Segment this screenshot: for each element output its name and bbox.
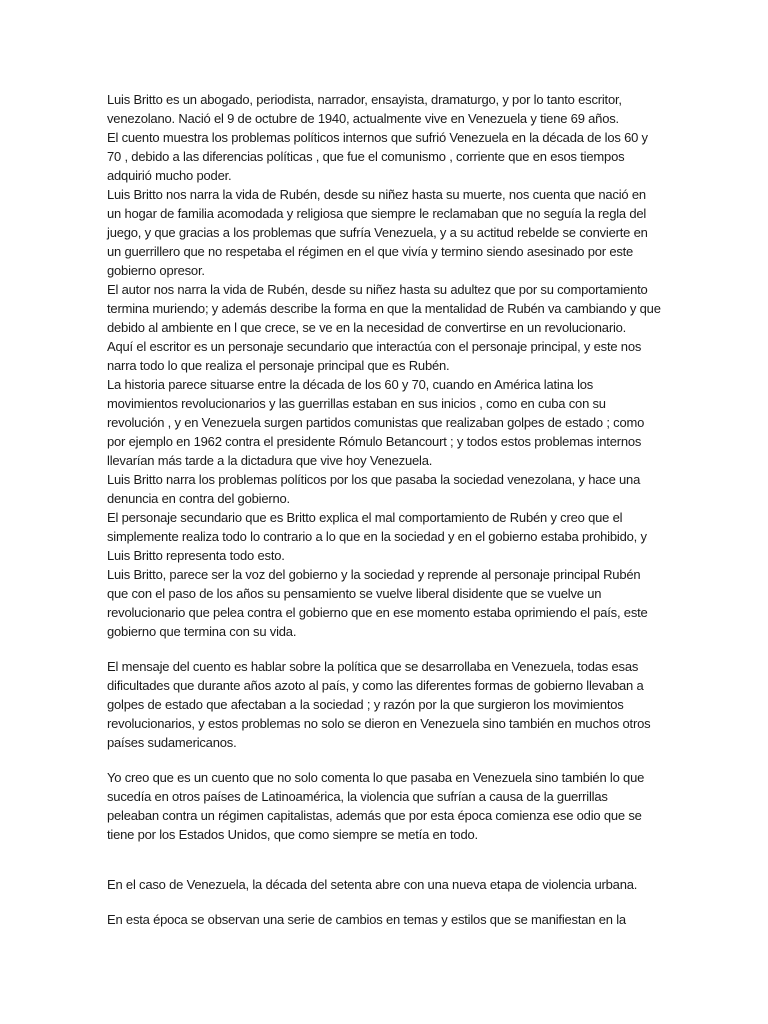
paragraph-denuncia: Luis Britto narra los problemas políticos por los que pasaba la sociedad venezolana, y hace una denuncia en contra del gobierno. (107, 472, 641, 506)
paragraph-changes: En esta época se observan una serie de cambios en temas y estilos que se manifiestan en la (107, 912, 626, 927)
paragraph-secondary-character: El personaje secundario que es Britto explica el mal comportamiento de Rubén y creo que el simplemente realiza todo lo contrario a lo que en la sociedad y en el gobierno estaba prohibido, y Luis Britto representa todo esto. (107, 510, 647, 563)
paragraph-political-context: El cuento muestra los problemas políticos internos que sufrió Venezuela en la década de los 60 y 70 , debido a las diferencias políticas , que fue el comunismo , corriente que en esos tiempos adquirió mucho poder. (107, 130, 648, 183)
paragraph-spacer (107, 844, 662, 875)
paragraph-message: El mensaje del cuento es hablar sobre la política que se desarrollaba en Venezuela, todas esas dificultades que durante años azoto al país, y como las diferentes formas de gobierno llevaban a golpes de estado que afectaban a la sociedad ; y razón por la que surgieron los movimientos revolucionarios, y estos problemas no solo se dieron en Venezuela sino también en muchos otros países sudamericanos. (107, 659, 651, 750)
paragraph-voice-of-government: Luis Britto, parece ser la voz del gobierno y la sociedad y reprende al personaje principal Rubén que con el paso de los años su pensamiento se vuelve liberal disidente que se vuelve un revolucionario que pelea contra el gobierno que en ese momento estaba oprimiendo el país, este gobierno que termina con su vida. (107, 567, 648, 639)
paragraph-historical-setting: La historia parece situarse entre la década de los 60 y 70, cuando en América latina los movimientos revolucionarios y las guerrillas estaban en sus inicios , como en cuba con su revolución , y en Venezuela surgen partidos comunistas que realizaban golpes de estado ; como por ejemplo en 1962 contra el presidente Rómulo Betancourt ; y todos estos problemas internos llevarían más tarde a la dictadura que vive hoy Venezuela. (107, 377, 645, 468)
paragraph-author-bio: Luis Britto es un abogado, periodista, narrador, ensayista, dramaturgo, y por lo tanto escritor, venezolano. Nació el 9 de octubre de 1940, actualmente vive en Venezuela y tiene 69 años. (107, 92, 622, 126)
paragraph-spacer (107, 641, 662, 657)
paragraph-opinion: Yo creo que es un cuento que no solo comenta lo que pasaba en Venezuela sino también lo que sucedía en otros países de Latinoamérica, la violencia que sufrían a causa de la guerrillas peleaban contra un régimen capitalistas, además que por esta época comienza ese odio que se tiene por los Estados Unidos, que como siempre se metía en todo. (107, 770, 645, 842)
essay-block-1 (107, 90, 662, 641)
paragraph-seventies: En el caso de Venezuela, la década del setenta abre con una nueva etapa de violencia urbana. (107, 877, 638, 892)
paragraph-ruben-mentality: El autor nos narra la vida de Rubén, desde su niñez hasta su adultez que por su comportamiento termina muriendo; y además describe la forma en que la mentalidad de Rubén va cambiando y que debido al ambiente en l que crece, se ve en la necesidad de convertirse en un revolucionario. (107, 282, 661, 335)
paragraph-ruben-life: Luis Britto nos narra la vida de Rubén, desde su niñez hasta su muerte, nos cuenta que nació en un hogar de familia acomodada y religiosa que siempre le reclamaban que no seguía la regla del juego, y que gracias a los problemas que sufría Venezuela, y a su actitud rebelde se convierte en un guerrillero que no respetaba el régimen en el que vivía y termino siendo asesinado por este gobierno opresor. (107, 187, 648, 278)
paragraph-spacer (107, 894, 662, 910)
paragraph-spacer (107, 752, 662, 768)
paragraph-narrator-role: Aquí el escritor es un personaje secundario que interactúa con el personaje principal, y este nos narra todo lo que realiza el personaje principal que es Rubén. (107, 339, 642, 373)
document-page (107, 90, 662, 929)
